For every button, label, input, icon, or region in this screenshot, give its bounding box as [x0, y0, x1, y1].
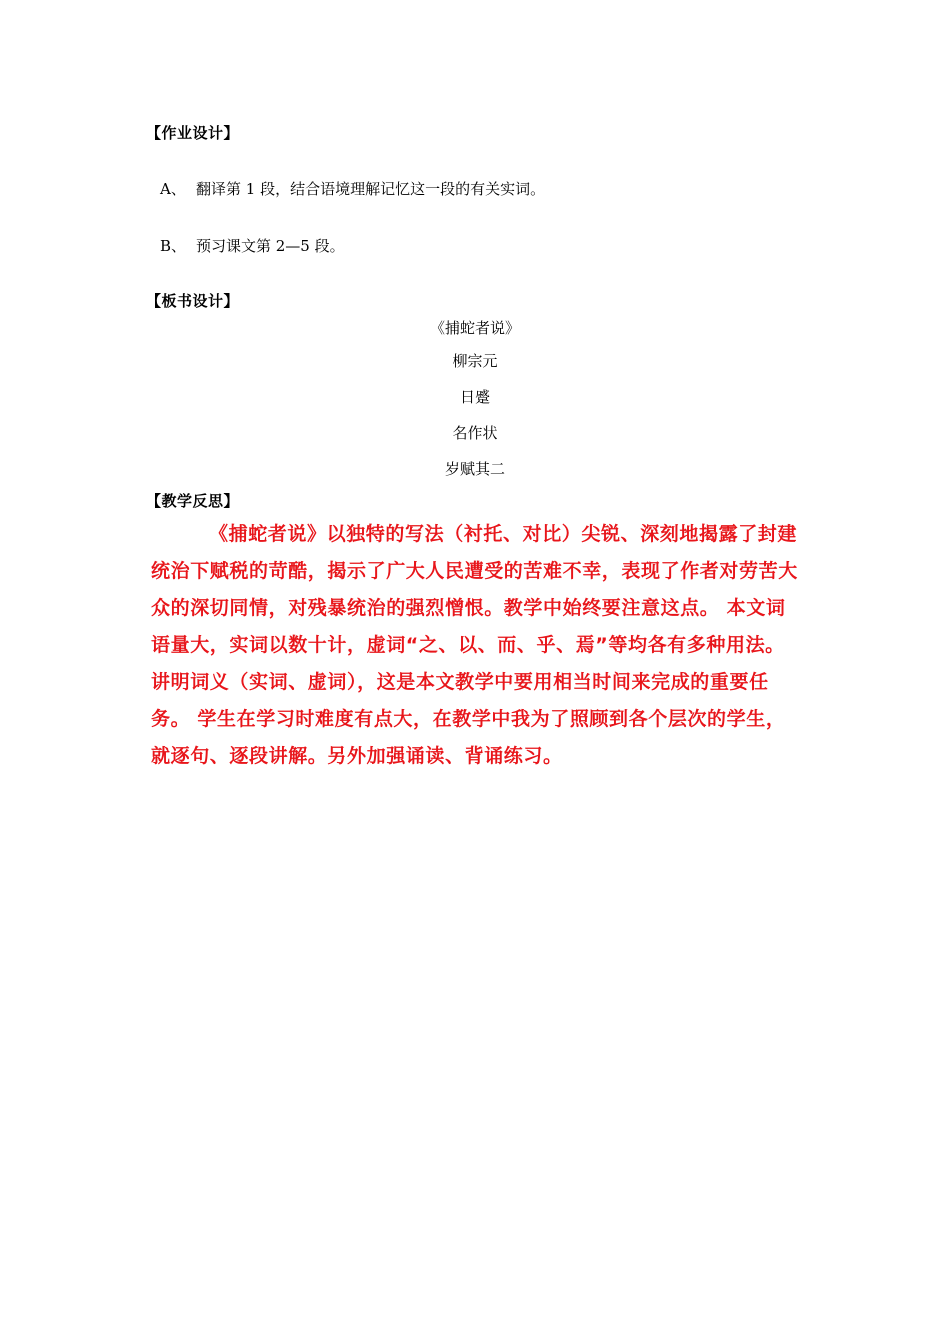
homework-item-marker: B、: [160, 237, 187, 255]
board-line-item: 日蹙: [459, 388, 490, 406]
homework-item-a: [160, 178, 545, 199]
board-line-item: 岁赋其二: [444, 460, 505, 478]
reflection-body: 《捕蛇者说》以独特的写法（衬托、对比）尖锐、深刻地揭露了封建统治下赋税的苛酷，揭示了广大人民遭受的苦难不幸，表现了作者对劳苦大众的深切同情，对残暴统治的强烈憎恨。教学中始终要注意这点。 本文词语量大，实词以数十计，虚词“之、以、而、乎、焉”等均各有多种用法。讲明词义（实词、虚词），这是本文教学中要用相当时间来完成的重要任务。 学生在学习时难度有点大，在教学中我为了照顾到各个层次的学生，就逐句、逐段讲解。另外加强诵读、背诵练习。: [151, 523, 798, 767]
homework-item-b: [160, 235, 345, 256]
board-heading: 【板书设计】: [146, 292, 240, 310]
homework-item-text: 预习课文第 2—5 段。: [196, 237, 345, 255]
board-author: 柳宗元: [452, 352, 498, 370]
reflection-heading: 【教学反思】: [146, 492, 240, 510]
homework-heading: 【作业设计】: [146, 124, 240, 142]
homework-item-marker: A、: [160, 180, 186, 198]
homework-item-text: 翻译第 1 段，结合语境理解记忆这一段的有关实词。: [196, 180, 546, 198]
board-title: 《捕蛇者说》: [429, 319, 520, 337]
board-line-item: 名作状: [452, 424, 498, 442]
